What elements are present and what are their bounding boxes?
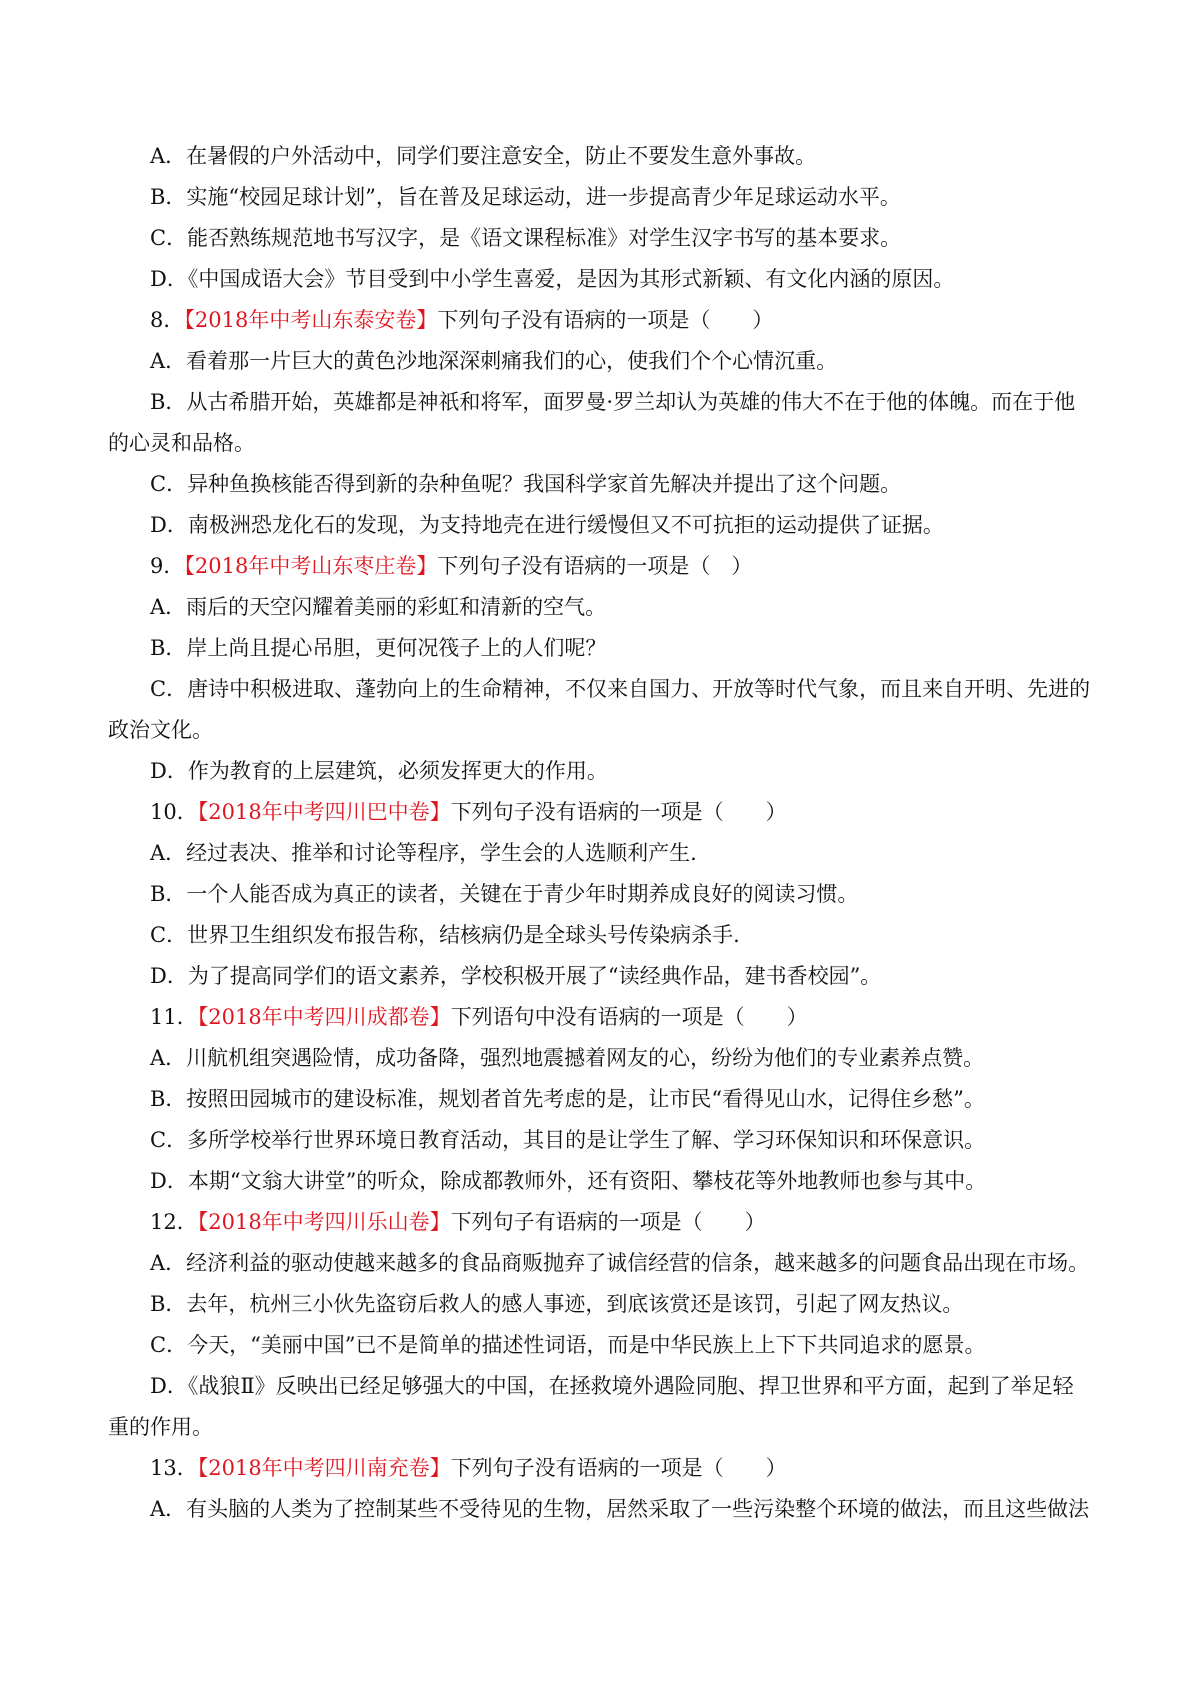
question-stem: 下列句子没有语病的一项是（ ） [450,1456,787,1480]
question-number: 10． [150,800,198,824]
q11-option-b: B．按照田园城市的建设标准，规划者首先考虑的是，让市民“看得见山水，记得住乡愁”。 [150,1087,985,1111]
q10-heading [150,798,787,826]
q9-heading [150,552,752,580]
question-number: 12． [150,1210,198,1234]
q10-option-b: B．一个人能否成为真正的读者，关键在于青少年时期养成良好的阅读习惯。 [150,882,859,906]
q12-heading [150,1208,766,1236]
q10-option-c: C．世界卫生组织发布报告称，结核病仍是全球头号传染病杀手. [150,923,740,947]
q8-option-a: A．看着那一片巨大的黄色沙地深深刺痛我们的心，使我们个个心情沉重。 [150,349,838,373]
q9-option-d: D．作为教育的上层建筑，必须发挥更大的作用。 [150,759,608,783]
q9-option-a: A．雨后的天空闪耀着美丽的彩虹和清新的空气。 [150,595,607,619]
q7-option-c: C．能否熟练规范地书写汉字，是《语文课程标准》对学生汉字书写的基本要求。 [150,226,902,250]
q13-heading [150,1454,787,1482]
question-stem: 下列句子没有语病的一项是（ ） [437,308,774,332]
question-stem: 下列句子没有语病的一项是（ ） [450,800,787,824]
question-number: 8． [150,308,185,332]
question-number: 9． [150,554,185,578]
q12-option-c: C．今天，“美丽中国”已不是简单的描述性词语，而是中华民族上上下下共同追求的愿景。 [150,1333,986,1357]
exam-source: 【2018年中考山东泰安卷】 [184,308,438,332]
q9-option-c-cont: 政治文化。 [108,718,213,742]
q11-option-a: A．川航机组突遇险情，成功备降，强烈地震撼着网友的心，纷纷为他们的专业素养点赞。 [150,1046,985,1070]
exam-source: 【2018年中考四川南充卷】 [197,1456,451,1480]
q11-option-c: C．多所学校举行世界环境日教育活动，其目的是让学生了解、学习环保知识和环保意识。 [150,1128,986,1152]
q7-option-b: B．实施“校园足球计划”，旨在普及足球运动，进一步提高青少年足球运动水平。 [150,185,901,209]
question-stem: 下列句子没有语病的一项是（ ） [437,554,753,578]
q8-option-c: C．异种鱼换核能否得到新的杂种鱼呢？我国科学家首先解决并提出了这个问题。 [150,472,902,496]
exam-source: 【2018年中考四川巴中卷】 [197,800,451,824]
question-stem: 下列句子有语病的一项是（ ） [450,1210,766,1234]
q8-option-b-cont: 的心灵和品格。 [108,431,255,455]
q12-option-d-cont: 重的作用。 [108,1415,213,1439]
q12-option-a: A．经济利益的驱动使越来越多的食品商贩抛弃了诚信经营的信条，越来越多的问题食品出现在市场。 [150,1251,1090,1275]
question-number: 11． [150,1005,198,1029]
exam-source: 【2018年中考四川成都卷】 [197,1005,451,1029]
q11-option-d: D．本期“文翁大讲堂”的听众，除成都教师外，还有资阳、攀枝花等外地教师也参与其中。 [150,1169,987,1193]
q10-option-a: A．经过表决、推举和讨论等程序，学生会的人选顺利产生. [150,841,697,865]
q9-option-b: B．岸上尚且提心吊胆，更何况筏子上的人们呢？ [150,636,607,660]
q10-option-d: D．为了提高同学们的语文素养，学校积极开展了“读经典作品，建书香校园”。 [150,964,882,988]
q8-option-d: D．南极洲恐龙化石的发现，为支持地壳在进行缓慢但又不可抗拒的运动提供了证据。 [150,513,944,537]
q9-option-c: C．唐诗中积极进取、蓬勃向上的生命精神，不仅来自国力、开放等时代气象，而且来自开明、先进的 [150,677,1091,701]
question-number: 13． [150,1456,198,1480]
exam-source: 【2018年中考四川乐山卷】 [197,1210,451,1234]
q13-option-a: A．有头脑的人类为了控制某些不受待见的生物，居然采取了一些污染整个环境的做法，而且这些做法 [150,1497,1090,1521]
q12-option-d: D．《战狼Ⅱ》反映出已经足够强大的中国，在拯救境外遇险同胞、捍卫世界和平方面，起到了举足轻 [150,1374,1074,1398]
exam-source: 【2018年中考山东枣庄卷】 [184,554,438,578]
q7-option-a: A．在暑假的户外活动中，同学们要注意安全，防止不要发生意外事故。 [150,144,817,168]
q11-heading [150,1003,808,1031]
q7-option-d: D．《中国成语大会》节目受到中小学生喜爱，是因为其形式新颖、有文化内涵的原因。 [150,267,955,291]
q8-heading [150,306,773,334]
q8-option-b: B．从古希腊开始，英雄都是神祇和将军，面罗曼·罗兰却认为英雄的伟大不在于他的体魄。而在于他 [150,390,1076,414]
question-stem: 下列语句中没有语病的一项是（ ） [450,1005,808,1029]
q12-option-b: B．去年，杭州三小伙先盗窃后救人的感人事迹，到底该赏还是该罚，引起了网友热议。 [150,1292,964,1316]
